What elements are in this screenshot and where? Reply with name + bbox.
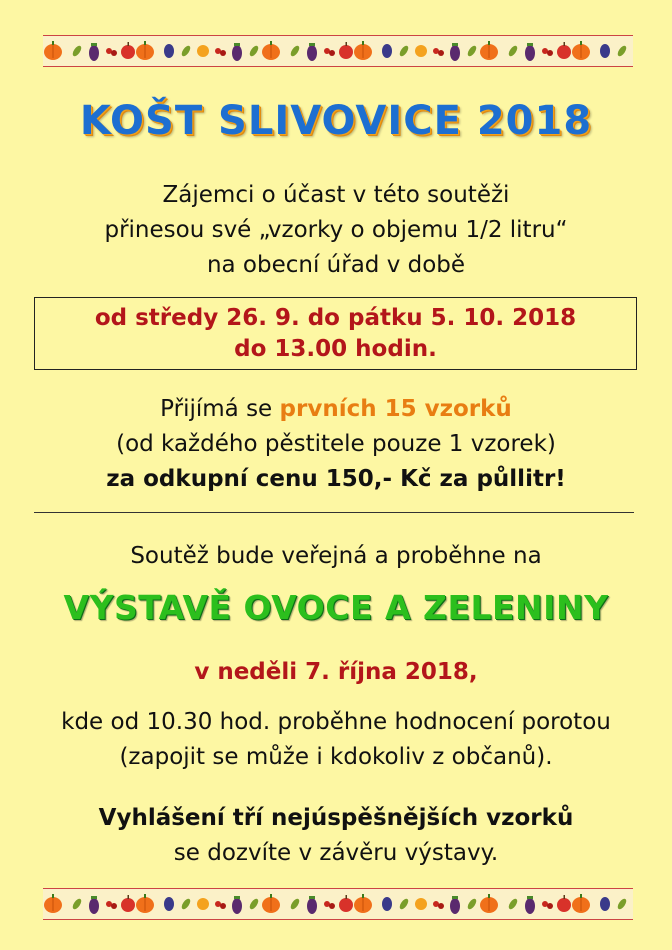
- acceptance-line-1: [0, 392, 672, 427]
- pumpkin-icon: [136, 41, 154, 60]
- leaf-icon: [507, 44, 519, 57]
- apricot-icon: [415, 898, 427, 910]
- berry-icon: [324, 48, 335, 56]
- leaf-icon: [507, 897, 519, 910]
- evaluation-line-1: kde od 10.30 hod. proběhne hodnocení porotou: [61, 709, 611, 735]
- pumpkin-icon: [354, 41, 372, 60]
- apricot-icon: [197, 898, 209, 910]
- leaf-icon: [398, 897, 410, 910]
- plum-icon: [382, 897, 392, 911]
- pumpkin-icon: [262, 41, 280, 60]
- border-decoration: [43, 889, 633, 919]
- fruit-vegetable-border-bottom: [43, 888, 633, 920]
- plum-icon: [164, 44, 174, 58]
- leaf-icon: [71, 897, 83, 910]
- apple-icon: [339, 42, 353, 59]
- eggplant-icon: [89, 43, 99, 61]
- pumpkin-icon: [480, 894, 498, 913]
- berry-icon: [433, 48, 444, 56]
- submission-date-line-1: od středy 26. 9. do pátku 5. 10. 2018: [94, 305, 577, 331]
- acceptance-text: [0, 392, 672, 497]
- pumpkin-icon: [44, 894, 62, 913]
- leaf-icon: [616, 44, 628, 57]
- eggplant-icon: [525, 896, 535, 914]
- submission-date-line-2: do 13.00 hodin.: [234, 336, 437, 362]
- plum-icon: [382, 44, 392, 58]
- eggplant-icon: [232, 43, 242, 61]
- pumpkin-icon: [136, 894, 154, 913]
- submission-date-box: [34, 297, 637, 370]
- pumpkin-icon: [572, 894, 590, 913]
- leaf-icon: [466, 897, 478, 910]
- announcement-text: [0, 801, 672, 871]
- apple-icon: [121, 42, 135, 59]
- acceptance-price-line: za odkupní cenu 150,- Kč za půllitr!: [106, 466, 566, 492]
- pumpkin-icon: [262, 894, 280, 913]
- berry-icon: [542, 901, 553, 909]
- eggplant-icon: [450, 43, 460, 61]
- leaf-icon: [289, 897, 301, 910]
- berry-icon: [542, 48, 553, 56]
- announcement-line-2: se dozvíte v závěru výstavy.: [173, 840, 499, 866]
- sample-limit-highlight: prvních 15 vzorků: [279, 396, 512, 422]
- leaf-icon: [248, 44, 260, 57]
- apple-icon: [121, 895, 135, 912]
- berry-icon: [215, 901, 226, 909]
- leaf-icon: [180, 897, 192, 910]
- leaf-icon: [616, 897, 628, 910]
- pumpkin-icon: [572, 41, 590, 60]
- leaf-icon: [71, 44, 83, 57]
- berry-icon: [433, 901, 444, 909]
- apricot-icon: [197, 45, 209, 57]
- pumpkin-icon: [354, 894, 372, 913]
- leaf-icon: [180, 44, 192, 57]
- pumpkin-icon: [44, 41, 62, 60]
- intro-line-2: přinesou své „vzorky o objemu 1/2 litru“: [104, 217, 568, 243]
- leaf-icon: [289, 44, 301, 57]
- eggplant-icon: [232, 896, 242, 914]
- exhibition-title: VÝSTAVĚ OVOCE A ZELENINY: [63, 588, 609, 627]
- acceptance-prefix: Přijímá se: [160, 396, 280, 422]
- fruit-vegetable-border-top: [43, 35, 633, 67]
- apple-icon: [557, 895, 571, 912]
- leaf-icon: [466, 44, 478, 57]
- berry-icon: [106, 901, 117, 909]
- intro-text: [0, 178, 672, 283]
- eggplant-icon: [307, 43, 317, 61]
- eggplant-icon: [89, 896, 99, 914]
- evaluation-line-2: (zapojit se může i kdokoliv z občanů).: [119, 744, 553, 770]
- leaf-icon: [398, 44, 410, 57]
- plum-icon: [164, 897, 174, 911]
- eggplant-icon: [307, 896, 317, 914]
- eggplant-icon: [525, 43, 535, 61]
- leaf-icon: [248, 897, 260, 910]
- apricot-icon: [415, 45, 427, 57]
- public-event-text: Soutěž bude veřejná a proběhne na: [130, 543, 542, 569]
- berry-icon: [215, 48, 226, 56]
- divider: [34, 512, 634, 513]
- intro-line-1: Zájemci o účast v této soutěži: [162, 182, 510, 208]
- plum-icon: [600, 44, 610, 58]
- apple-icon: [557, 42, 571, 59]
- berry-icon: [324, 901, 335, 909]
- border-decoration: [43, 36, 633, 66]
- intro-line-3: na obecní úřad v době: [206, 252, 466, 278]
- apple-icon: [339, 895, 353, 912]
- pumpkin-icon: [480, 41, 498, 60]
- eggplant-icon: [450, 896, 460, 914]
- evaluation-details: [0, 705, 672, 775]
- page-title: KOŠT SLIVOVICE 2018: [79, 98, 593, 144]
- acceptance-line-2: (od každého pěstitele pouze 1 vzorek): [116, 431, 556, 457]
- event-date: v neděli 7. října 2018,: [194, 659, 478, 685]
- plum-icon: [600, 897, 610, 911]
- berry-icon: [106, 48, 117, 56]
- announcement-line-1: Vyhlášení tří nejúspěšnějších vzorků: [98, 805, 574, 831]
